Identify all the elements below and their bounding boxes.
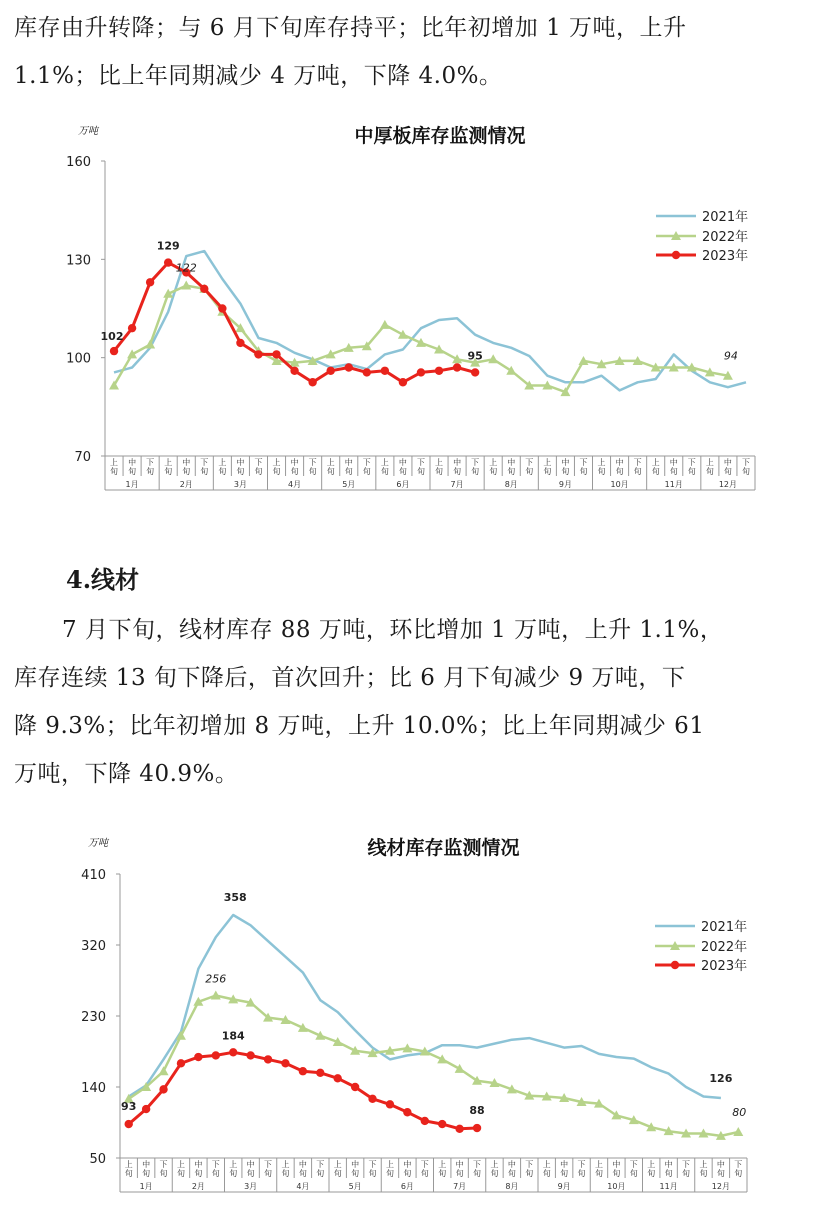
month-label: 2月 [179,480,193,489]
x-tick-label: 上旬 [542,1160,551,1178]
x-tick-label: 中旬 [612,1160,621,1178]
x-tick-label: 下旬 [362,458,371,476]
x-tick-label: 上旬 [229,1160,238,1178]
data-point-2023 [455,1125,463,1133]
data-point-2023 [254,350,262,358]
x-tick-label: 中旬 [398,458,407,476]
x-tick-label: 上旬 [543,458,552,476]
data-point-2023 [159,1085,167,1093]
x-tick-label: 下旬 [682,1160,691,1178]
data-point-2023 [200,285,208,293]
data-point-2023 [146,278,154,286]
data-label: 122 [175,261,197,275]
x-tick-label: 上旬 [594,1160,603,1178]
paragraph-1-line: 1.1%；比上年同期减少 4 万吨，下降 4.0%。 [14,63,503,89]
month-label: 6月 [400,1182,414,1191]
data-point-2023 [421,1117,429,1125]
paragraph-2-line: 降 9.3%；比年初增加 8 万吨，上升 10.0%；比上年同期减少 61 [14,713,705,739]
data-point-2023 [438,1120,446,1128]
x-tick-label: 上旬 [164,458,173,476]
x-tick-label: 上旬 [124,1160,133,1178]
legend-label: 2022年 [702,230,749,245]
data-point-2022 [211,990,221,999]
x-tick-label: 上旬 [651,458,660,476]
month-label: 4月 [296,1182,310,1191]
chart-plate-inventory [0,112,832,497]
data-point-2023 [471,368,479,376]
data-point-2023 [435,367,443,375]
month-label: 1月 [139,1182,153,1191]
data-point-2023 [386,1100,394,1108]
x-tick-label: 中旬 [560,1160,569,1178]
x-tick-label: 中旬 [344,458,353,476]
data-point-2023 [316,1069,324,1077]
data-point-2023 [399,378,407,386]
month-label: 11月 [664,480,683,489]
x-tick-label: 下旬 [416,458,425,476]
y-axis-unit: 万吨 [78,126,98,137]
month-label: 5月 [348,1182,362,1191]
data-point-2023 [218,304,226,312]
data-point-2023 [246,1051,254,1059]
x-tick-label: 中旬 [664,1160,673,1178]
x-tick-label: 上旬 [333,1160,342,1178]
x-tick-label: 上旬 [176,1160,185,1178]
data-point-2023 [326,367,334,375]
month-label: 9月 [557,1182,571,1191]
x-tick-label: 下旬 [308,458,317,476]
data-point-2023 [264,1055,272,1063]
y-tick-label: 70 [74,450,91,465]
x-tick-label: 下旬 [633,458,642,476]
data-point-2023 [236,339,244,347]
y-tick-label: 140 [81,1081,106,1096]
x-tick-label: 中旬 [507,458,516,476]
x-tick-label: 下旬 [525,458,534,476]
x-tick-label: 下旬 [734,1160,743,1178]
y-tick-label: 100 [66,351,91,367]
paragraph-1-line: 库存由升转降；与 6 月下旬库存持平；比年初增加 1 万吨，上升 [14,15,687,41]
x-tick-label: 下旬 [525,1160,534,1178]
data-label: 102 [100,330,124,344]
data-point-2023 [177,1059,185,1067]
data-label: 256 [205,972,227,986]
x-tick-label: 上旬 [647,1160,656,1178]
data-point-2023 [381,367,389,375]
data-label: 94 [723,349,738,363]
y-tick-label: 130 [66,253,91,269]
data-point-2023 [164,258,172,266]
x-tick-label: 上旬 [705,458,714,476]
x-tick-label: 中旬 [669,458,678,476]
x-tick-label: 下旬 [741,458,750,476]
x-tick-label: 中旬 [290,458,299,476]
x-tick-label: 中旬 [351,1160,360,1178]
x-tick-label: 下旬 [264,1160,273,1178]
month-label: 3月 [233,480,247,489]
series-line-2021年 [114,251,746,390]
data-point-2023 [281,1059,289,1067]
x-tick-label: 上旬 [272,458,281,476]
data-label: 95 [467,349,483,363]
data-point-2023 [110,347,118,355]
x-tick-label: 中旬 [561,458,570,476]
y-tick-label: 410 [81,868,106,883]
x-tick-label: 下旬 [159,1160,168,1178]
month-label: 9月 [558,480,572,489]
month-label: 7月 [453,1182,467,1191]
x-tick-label: 中旬 [128,458,137,476]
paragraph-2-line: 库存连续 13 旬下降后，首次回升；比 6 月下旬减少 9 万吨，下 [14,665,686,691]
x-tick-label: 上旬 [110,458,119,476]
month-label: 10月 [610,480,629,489]
legend-label: 2022年 [701,940,748,955]
x-tick-label: 上旬 [380,458,389,476]
data-label: 88 [469,1104,485,1118]
x-tick-label: 中旬 [453,458,462,476]
data-point-2023 [368,1095,376,1103]
chart-wire-rod-inventory [0,826,832,1210]
paragraph-2 [14,606,820,798]
legend-label: 2021年 [702,210,749,225]
data-point-2023 [403,1108,411,1116]
legend-label: 2023年 [702,249,749,264]
data-point-2023 [212,1051,220,1059]
data-point-2023 [417,368,425,376]
paragraph-2-line: 万吨，下降 40.9%。 [14,761,239,787]
data-point-2023 [363,368,371,376]
data-label: 129 [156,239,180,253]
month-label: 2月 [191,1182,205,1191]
x-tick-label: 中旬 [716,1160,725,1178]
data-point-2022 [733,1127,743,1136]
month-label: 10月 [607,1182,626,1191]
x-tick-label: 中旬 [615,458,624,476]
x-tick-label: 下旬 [316,1160,325,1178]
x-tick-label: 上旬 [326,458,335,476]
month-label: 8月 [504,480,518,489]
x-tick-label: 上旬 [489,458,498,476]
month-label: 7月 [450,480,464,489]
legend-label: 2023年 [701,959,748,974]
month-label: 8月 [505,1182,519,1191]
chart-title: 线材库存监测情况 [367,837,520,859]
data-point-2023 [272,350,280,358]
x-tick-label: 上旬 [699,1160,708,1178]
legend-marker-2023 [671,961,679,969]
x-tick-label: 上旬 [597,458,606,476]
data-label: 93 [121,1100,137,1114]
x-tick-label: 中旬 [455,1160,464,1178]
x-tick-label: 中旬 [507,1160,516,1178]
x-tick-label: 下旬 [473,1160,482,1178]
x-tick-label: 下旬 [579,458,588,476]
y-tick-label: 50 [89,1152,106,1167]
x-tick-label: 中旬 [403,1160,412,1178]
chart-title: 中厚板库存监测情况 [354,125,526,147]
month-label: 11月 [659,1182,678,1191]
y-tick-label: 320 [81,939,106,954]
x-tick-label: 上旬 [218,458,227,476]
month-label: 12月 [718,480,738,489]
x-tick-label: 中旬 [182,458,191,476]
data-point-2023 [308,378,316,386]
series-line-2021年 [129,915,721,1098]
x-tick-label: 上旬 [281,1160,290,1178]
data-point-2023 [194,1053,202,1061]
data-point-2023 [351,1083,359,1091]
data-point-2023 [334,1074,342,1082]
data-point-2023 [290,367,298,375]
data-point-2023 [473,1124,481,1132]
x-tick-label: 上旬 [385,1160,394,1178]
y-tick-label: 230 [81,1010,106,1025]
month-label: 4月 [288,480,302,489]
x-tick-label: 中旬 [723,458,732,476]
x-tick-label: 下旬 [211,1160,220,1178]
x-tick-label: 下旬 [368,1160,377,1178]
month-label: 12月 [711,1182,730,1191]
x-tick-label: 中旬 [236,458,245,476]
x-tick-label: 中旬 [194,1160,203,1178]
month-label: 5月 [342,480,356,489]
data-point-2023 [128,324,136,332]
x-tick-label: 下旬 [577,1160,586,1178]
x-tick-label: 下旬 [471,458,480,476]
x-tick-label: 上旬 [438,1160,447,1178]
y-axis-unit: 万吨 [88,838,108,849]
data-point-2022 [380,320,390,329]
paragraph-1 [14,4,820,100]
data-point-2022 [159,1066,169,1075]
data-point-2023 [299,1067,307,1075]
data-label: 184 [221,1029,245,1043]
month-label: 3月 [244,1182,258,1191]
x-tick-label: 上旬 [490,1160,499,1178]
data-label: 358 [223,891,247,905]
data-label: 80 [732,1105,747,1119]
x-tick-label: 下旬 [146,458,155,476]
legend-marker-2023 [672,251,680,259]
month-label: 1月 [125,480,139,489]
month-label: 6月 [396,480,410,489]
x-tick-label: 下旬 [629,1160,638,1178]
x-tick-label: 下旬 [687,458,696,476]
data-point-2023 [453,363,461,371]
paragraph-2-line: 7 月下旬，线材库存 88 万吨，环比增加 1 万吨，上升 1.1%， [62,617,724,643]
data-point-2023 [125,1120,133,1128]
x-tick-label: 中旬 [246,1160,255,1178]
data-point-2023 [345,363,353,371]
data-label: 126 [709,1072,733,1086]
y-tick-label: 160 [66,155,91,170]
x-tick-label: 上旬 [435,458,444,476]
legend-label: 2021年 [701,920,748,935]
section-heading: 4.线材 [66,565,140,594]
x-tick-label: 下旬 [254,458,263,476]
x-tick-label: 中旬 [298,1160,307,1178]
x-tick-label: 中旬 [142,1160,151,1178]
x-tick-label: 下旬 [200,458,209,476]
data-point-2023 [142,1105,150,1113]
data-point-2023 [229,1048,237,1056]
x-tick-label: 下旬 [420,1160,429,1178]
